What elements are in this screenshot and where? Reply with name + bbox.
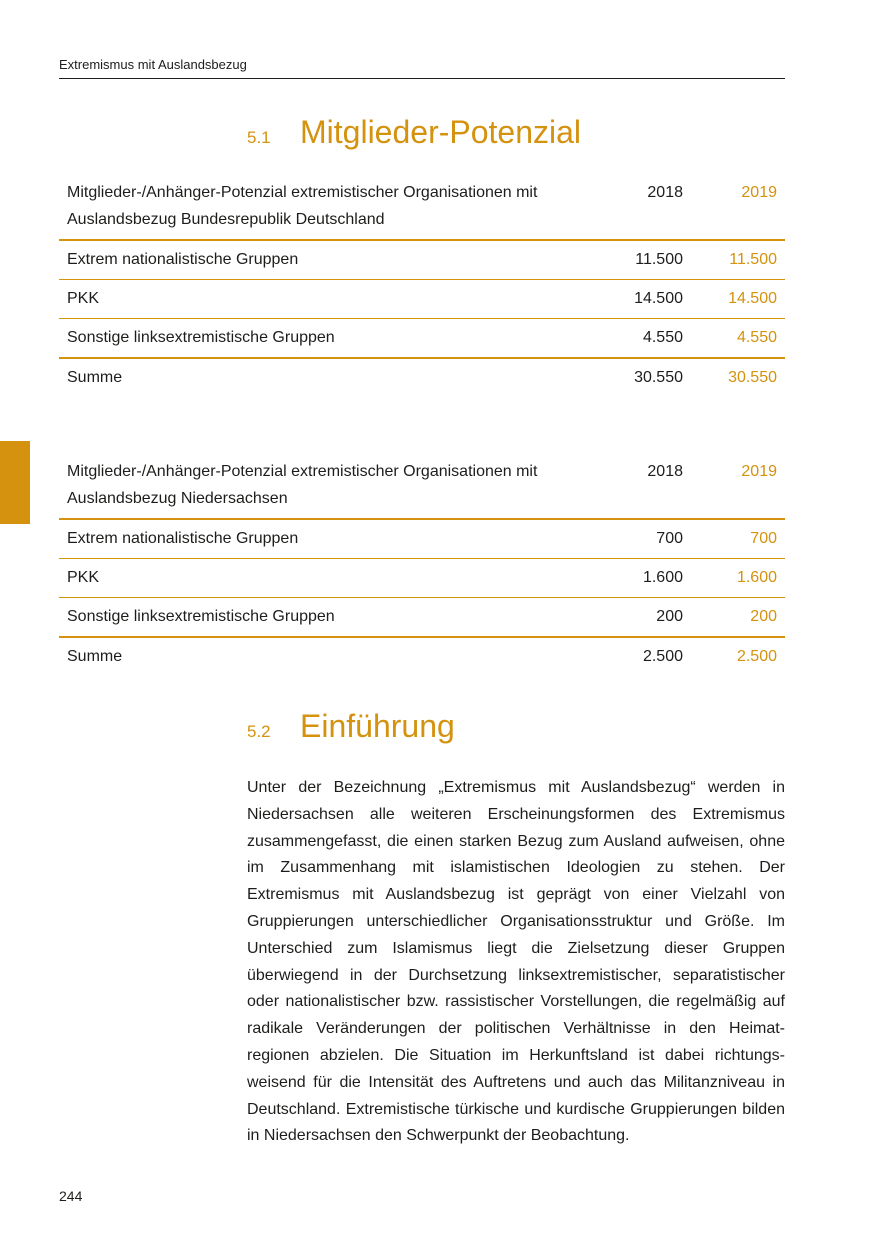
column-header-2019: 2019 [691,455,785,519]
value-2018: 4.550 [591,319,691,359]
table-caption: Mitglieder-/Anhänger-Potenzial extremistischer Organisationen mit Auslandsbezug Niedersachsen [59,455,591,519]
section-number: 5.2 [247,722,271,741]
table-row [59,240,785,280]
column-header-2019: 2019 [691,176,785,240]
value-2018: 14.500 [591,280,691,319]
value-2019: 14.500 [691,280,785,319]
value-2019: 4.550 [691,319,785,359]
table-caption: Mitglieder-/Anhänger-Potenzial extremistischer Organisationen mit Auslandsbezug Bundesrepublik Deutschland [59,176,591,240]
value-2019: 2.500 [736,648,777,665]
row-label: Sonstige linksextremistische Gruppen [59,598,591,638]
column-header-2018: 2018 [591,455,691,519]
chapter-side-tab [0,441,30,524]
section-heading-5-1 [247,114,581,151]
section-heading-5-2 [247,708,455,745]
value-2019: 700 [691,519,785,559]
value-2019: 1.600 [691,559,785,598]
section-number: 5.1 [247,128,271,147]
value-2018: 2.500 [642,648,683,665]
row-label: PKK [59,280,591,319]
row-label: Summe [67,369,123,386]
table-row [59,519,785,559]
value-2019: 11.500 [691,240,785,280]
value-2018: 11.500 [591,240,691,280]
intro-paragraph: Unter der Bezeichnung „Extremismus mit Auslandsbezug“ werden in Niedersachsen alle weiteren Erscheinungsformen des Extremismus zusammengefasst, die einen starken Bezug zum Ausland aufweisen, ohne im Zusammenhang mit islamistischen Ideologien zu stehen. Der Extremismus mit Auslandsbezug ist geprägt von einer Vielzahl von Gruppierungen unterschiedlicher Organisationsstruktur und Größe. Im Unterschied zum Islamismus liegt die Zielsetzung dieser Gruppen überwiegend in der Durchsetzung linksextremistischer, separatistischer oder nationalistischer bzw. rassistischer Vorstellungen, die regelmäßig auf radikale Veränderungen der politischen Verhältnisse in den Heimat-regionen abzielen. Die Situation im Herkunftsland ist dabei richtungs-weisend für die Intensität des Auftretens und auch das Militanzniveau in Deutschland. Extremistische türkische und kurdische Gruppierungen bilden in Niedersachsen den Schwerpunkt der Beobachtung. [247,779,785,1145]
table-row [59,559,785,598]
table-sum-row [59,637,785,676]
table-row [59,598,785,638]
membership-table-niedersachsen [59,455,785,676]
value-2018: 200 [591,598,691,638]
table-row [59,319,785,359]
table-row [59,280,785,319]
membership-table-germany [59,176,785,397]
table-sum-row [59,358,785,397]
column-header-2018: 2018 [591,176,691,240]
row-label: Extrem nationalistische Gruppen [59,519,591,559]
section-title: Einführung [300,708,455,744]
section-title: Mitglieder-Potenzial [300,114,582,150]
table-header-row [59,176,785,240]
value-2018: 700 [591,519,691,559]
row-label: Summe [67,648,123,665]
value-2019: 30.550 [728,369,777,386]
running-header: Extremismus mit Auslandsbezug [59,57,785,79]
table-header-row [59,455,785,519]
page-number: 244 [59,1188,83,1204]
row-label: Extrem nationalistische Gruppen [59,240,591,280]
row-label: Sonstige linksextremistische Gruppen [59,319,591,359]
value-2018: 1.600 [591,559,691,598]
value-2019: 200 [691,598,785,638]
value-2018: 30.550 [634,369,683,386]
row-label: PKK [59,559,591,598]
